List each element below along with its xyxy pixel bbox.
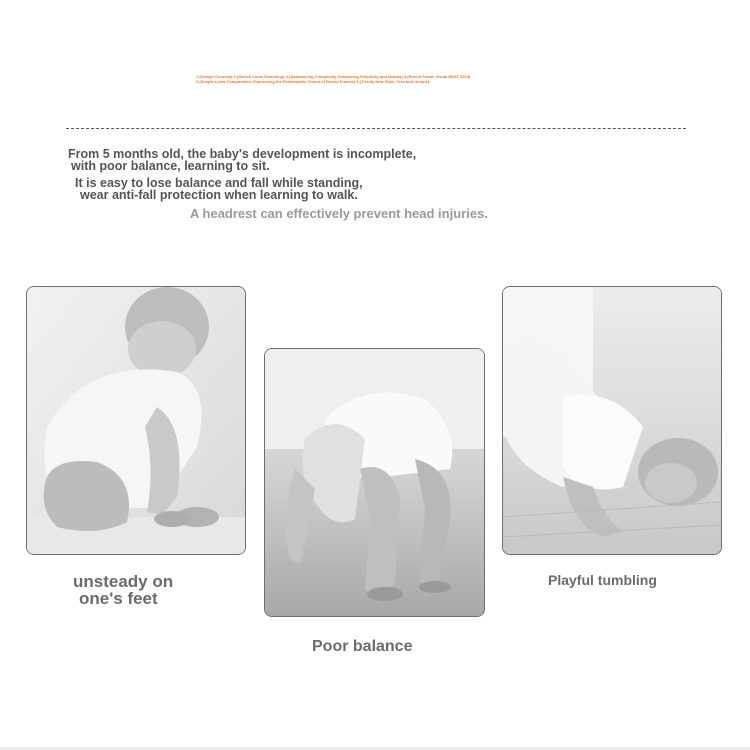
- design-note-line-2: 5.(Simple Lines Composition, Expressing the Fashionable Charm of Round Frames) 6.(Trendy New Style, Free and Unique): [196, 79, 430, 84]
- intro-line-3: It is easy to lose balance and fall while standing,: [75, 176, 363, 190]
- intro-line-5: A headrest can effectively prevent head injuries.: [190, 206, 488, 221]
- design-note-line-1: 1.(Design Concept) 2.(Sketch Lines Sketching) 3.(Abandoning Complexity, Embracing Simplicity and Beauty) 4.(Round Frame Visual BEAT 2019): [196, 74, 471, 79]
- baby-bending-image: [265, 349, 484, 616]
- intro-line-2: with poor balance, learning to sit.: [71, 159, 270, 173]
- design-concept-note: [196, 74, 556, 84]
- baby-tumbling-image: [503, 287, 721, 554]
- photo-unsteady-baby: [26, 286, 246, 555]
- intro-line-1: From 5 months old, the baby's development is incomplete,: [68, 147, 417, 161]
- dashed-divider: [66, 128, 686, 129]
- caption-unsteady-line-1: unsteady on: [73, 572, 174, 591]
- photo-poor-balance-baby: [264, 348, 485, 617]
- caption-poor-balance: Poor balance: [312, 638, 413, 655]
- intro-line-4: wear anti-fall protection when learning to walk.: [80, 188, 358, 202]
- caption-unsteady-line-2: one's feet: [79, 589, 158, 608]
- baby-crawling-image: [27, 287, 245, 554]
- photo-tumbling-baby: [502, 286, 722, 555]
- caption-playful-tumbling: Playful tumbling: [548, 572, 657, 588]
